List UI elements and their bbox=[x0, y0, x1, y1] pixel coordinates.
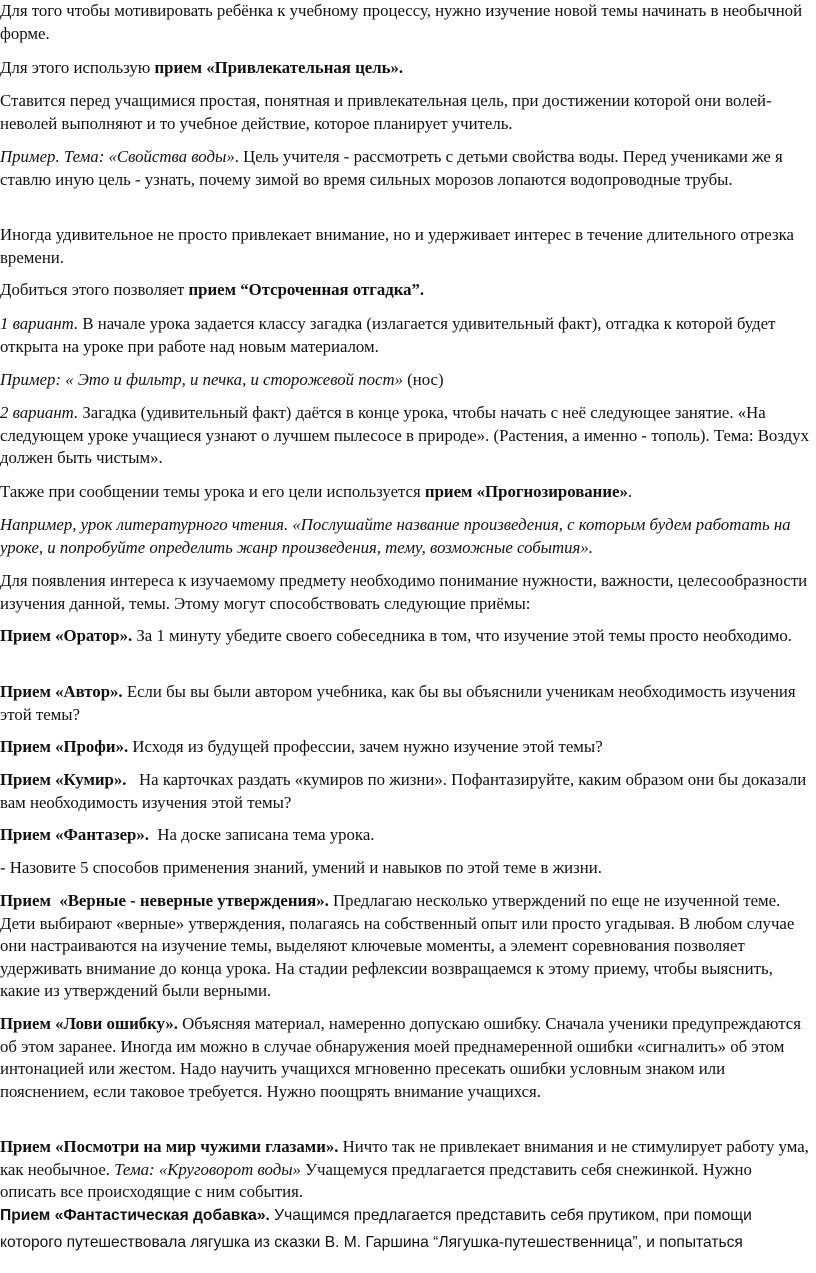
paragraph-dreamer: Прием «Фантазер». На доске записана тема урока. bbox=[0, 825, 375, 844]
paragraph-fantastic-addition: Прием «Фантастическая добавка». Учащимся предлагается представить себя прутиком, при помощи которого путешествовала лягушка из сказки В. М. Гаршина “Лягушка-путешественница”, и попытаться bbox=[0, 1207, 752, 1251]
paragraph-interest-methods: Для появления интереса к изучаемому предмету необходимо понимание нужности, важности, целесообразности изучения данной, темы. Этому могут способствовать следующие приёмы: bbox=[0, 571, 808, 613]
paragraph-interest: Иногда удивительное не просто привлекает внимание, но и удерживает интерес в течение длительного отрезка времени. bbox=[0, 225, 794, 267]
paragraph-other-eyes: Прием «Посмотри на мир чужими глазами». Ничто так не привлекает внимания и не стимулирует работу ума, как необычное. Тема: «Круговорот воды» Учащемуся предлагается представить себя снежинкой. Нужно описать все происходящие с ним события. bbox=[0, 1137, 809, 1201]
paragraph-forecasting: Также при сообщении темы урока и его цели используется прием «Прогнозирование». bbox=[0, 482, 633, 501]
paragraph-goal-description: Ставится перед учащимися простая, понятная и привлекательная цель, при достижении которой они волей-неволей выполняют и то учебное действие, которое планирует учитель. bbox=[0, 91, 772, 133]
paragraph-name-ways: - Назовите 5 способов применения знаний, умений и навыков по этой теме в жизни. bbox=[0, 858, 602, 877]
paragraph-example-reading: Например, урок литературного чтения. «Послушайте название произведения, с которым будем работать на уроке, и попробуйте определить жанр произведения, тему, возможные события». bbox=[0, 515, 791, 557]
paragraph-orator: Прием «Оратор». За 1 минуту убедите своего собеседника в том, что изучение этой темы просто необходимо. bbox=[0, 626, 792, 645]
paragraph-profi: Прием «Профи». Исходя из будущей профессии, зачем нужно изучение этой темы? bbox=[0, 737, 603, 756]
paragraph-idol: Прием «Кумир». На карточках раздать «кумиров по жизни». Пофантазируйте, каким образом они бы доказали вам необходимость изучения этой темы? bbox=[0, 770, 811, 812]
paragraph-example-water: Пример. Тема: «Свойства воды». Цель учителя - рассмотреть с детьми свойства воды. Перед учениками же я ставлю иную цель - узнать, почему зимой во время сильных морозов лопаются водопроводные трубы. bbox=[0, 147, 783, 189]
paragraph-attractive-goal: Для этого использую прием «Привлекательная цель». bbox=[0, 58, 404, 77]
paragraph-author: Прием «Автор». Если бы вы были автором учебника, как бы вы объяснили ученикам необходимость изучения этой темы? bbox=[0, 682, 796, 724]
paragraph-intro: Для того чтобы мотивировать ребёнка к учебному процессу, нужно изучение новой темы начинать в необычной форме. bbox=[0, 1, 803, 43]
paragraph-variant-2: 2 вариант. Загадка (удивительный факт) даётся в конце урока, чтобы начать с неё следующее занятие. «На следующем уроке учащиеся узнают о лучшем пылесосе в природе». (Растения, а именно - тополь). Тема: Воздух должен быть чистым». bbox=[0, 403, 809, 467]
paragraph-example-nose: Пример: « Это и фильтр, и печка, и сторожевой пост» (нос) bbox=[0, 370, 444, 389]
paragraph-true-false: Прием «Верные - неверные утверждения». Предлагаю несколько утверждений по еще не изученной теме. Дети выбирают «верные» утверждения, полагаясь на собственный опыт или просто угадывая. В любом случае они настраиваются на изучение темы, выделяют ключевые моменты, а элемент соревнования позволяет удерживать внимание до конца урока. На стадии рефлексии возвращаемся к этому приему, чтобы выяснить, какие из утверждений были верными. bbox=[0, 891, 795, 1000]
paragraph-catch-mistake: Прием «Лови ошибку». Объясняя материал, намеренно допускаю ошибку. Сначала ученики предупреждаются об этом заранее. Иногда им можно в случае обнаружения моей преднамеренной ошибки «сигналить» об этом интонацией или жестом. Надо научить учащихся мгновенно пресекать ошибки условным знаком или пояснением, если таковое требуется. Нужно поощрять внимание учащихся. bbox=[0, 1014, 801, 1101]
paragraph-delayed-answer: Добиться этого позволяет прием “Отсроченная отгадка”. bbox=[0, 280, 425, 299]
paragraph-variant-1: 1 вариант. В начале урока задается классу загадка (излагается удивительный факт), отгадка к которой будет открыта на уроке при работе над новым материалом. bbox=[0, 314, 776, 356]
